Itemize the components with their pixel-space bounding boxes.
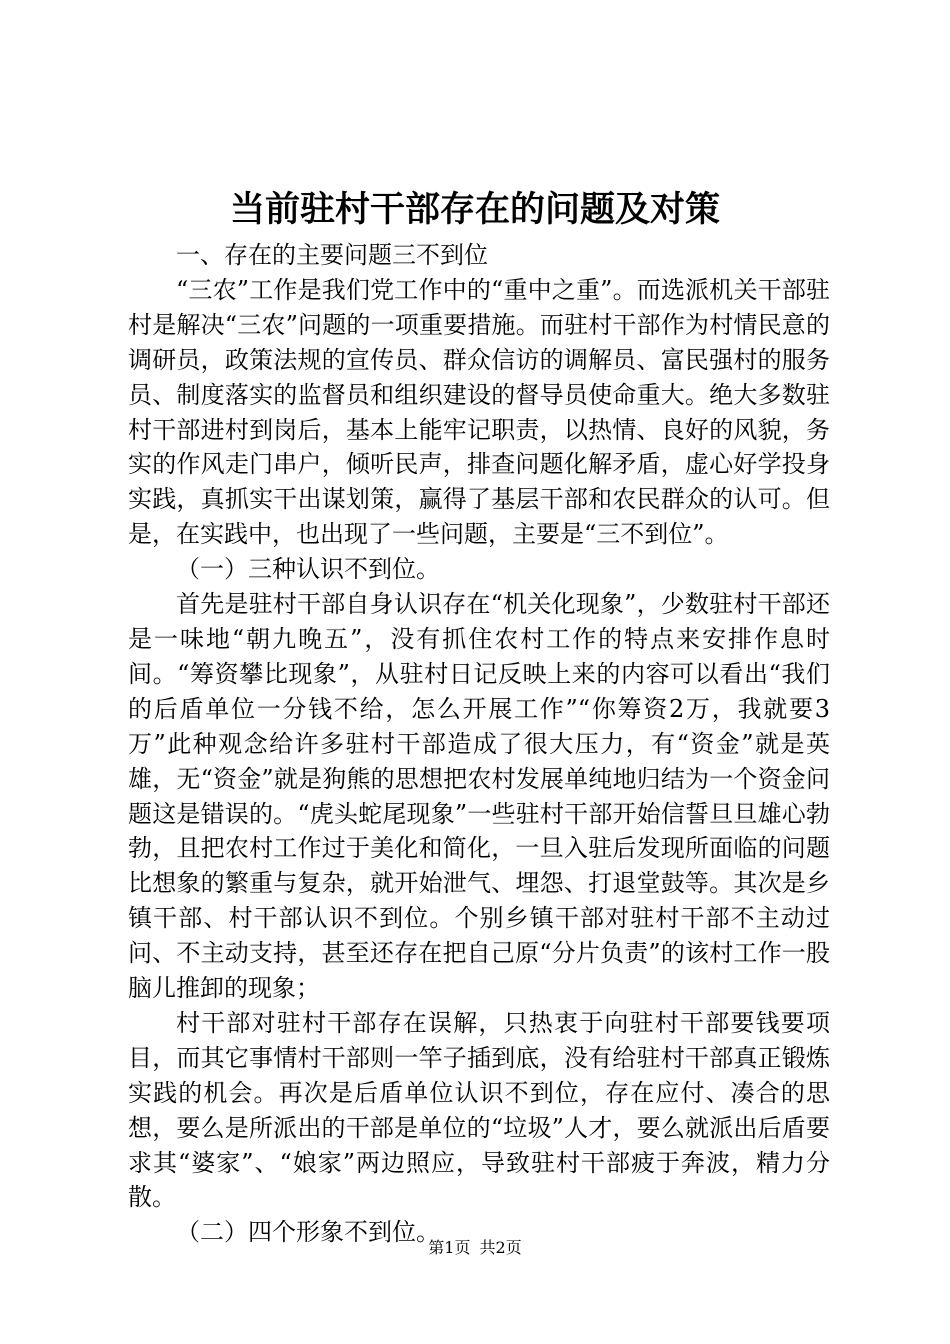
body-paragraph: 首先是驻村干部自身认识存在“机关化现象”，少数驻村干部还是一味地“朝九晚五”，没有抓住农村工作的特点来安排作息时间。“筹资攀比现象”，从驻村日记反映上来的内容可以看出“我们的后盾单位一分钱不给，怎么开展工作”“你筹资2万，我就要3万”此种观念给许多驻村干部造成了很大压力，有“资金”就是英雄，无“资金”就是狗熊的思想把农村发展单纯地归结为一个资金问题这是错误的。“虎头蛇尾现象”一些驻村干部开始信誓旦旦雄心勃勃，且把农村工作过于美化和简化，一旦入驻后发现所面临的问题比想象的繁重与复杂，就开始泄气、埋怨、打退堂鼓等。其次是乡镇干部、村干部认识不到位。个别乡镇干部对驻村干部不主动过问、不主动支持，甚至还存在把自己原“分片负责”的该村工作一股脑儿推卸的现象； xyxy=(128,590,830,1003)
document-body xyxy=(128,238,830,1250)
page-footer xyxy=(0,1237,950,1259)
document-title: 当前驻村干部存在的问题及对策 xyxy=(229,189,720,230)
subsection-heading: （二）四个形象不到位。 xyxy=(176,1218,440,1247)
section-heading: 一、存在的主要问题三不到位 xyxy=(176,241,488,269)
subsection-heading: （一）三种认识不到位。 xyxy=(176,555,440,584)
page-number: 第1页 xyxy=(428,1238,471,1257)
page-total: 共2页 xyxy=(479,1238,522,1257)
body-paragraph: 村干部对驻村干部存在误解，只热衷于向驻村干部要钱要项目，而其它事情村干部则一竿子插到底，没有给驻村干部真正锻炼实践的机会。再次是后盾单位认识不到位，存在应付、凑合的思想，要么是所派出的干部是单位的“垃圾”人才，要么就派出后盾要求其“婆家”、“娘家”两边照应，导致驻村干部疲于奔波，精力分散。 xyxy=(128,1008,830,1212)
body-paragraph: “三农”工作是我们党工作中的“重中之重”。而选派机关干部驻村是解决“三农”问题的一项重要措施。而驻村干部作为村情民意的调研员，政策法规的宣传员、群众信访的调解员、富民强村的服务员、制度落实的监督员和组织建设的督导员使命重大。绝大多数驻村干部进村到岗后，基本上能牢记职责，以热情、良好的风貌，务实的作风走门串户，倾听民声，排查问题化解矛盾，虚心好学投身实践，真抓实干出谋划策，赢得了基层干部和农民群众的认可。但是，在实践中，也出现了一些问题，主要是“三不到位”。 xyxy=(128,275,830,549)
